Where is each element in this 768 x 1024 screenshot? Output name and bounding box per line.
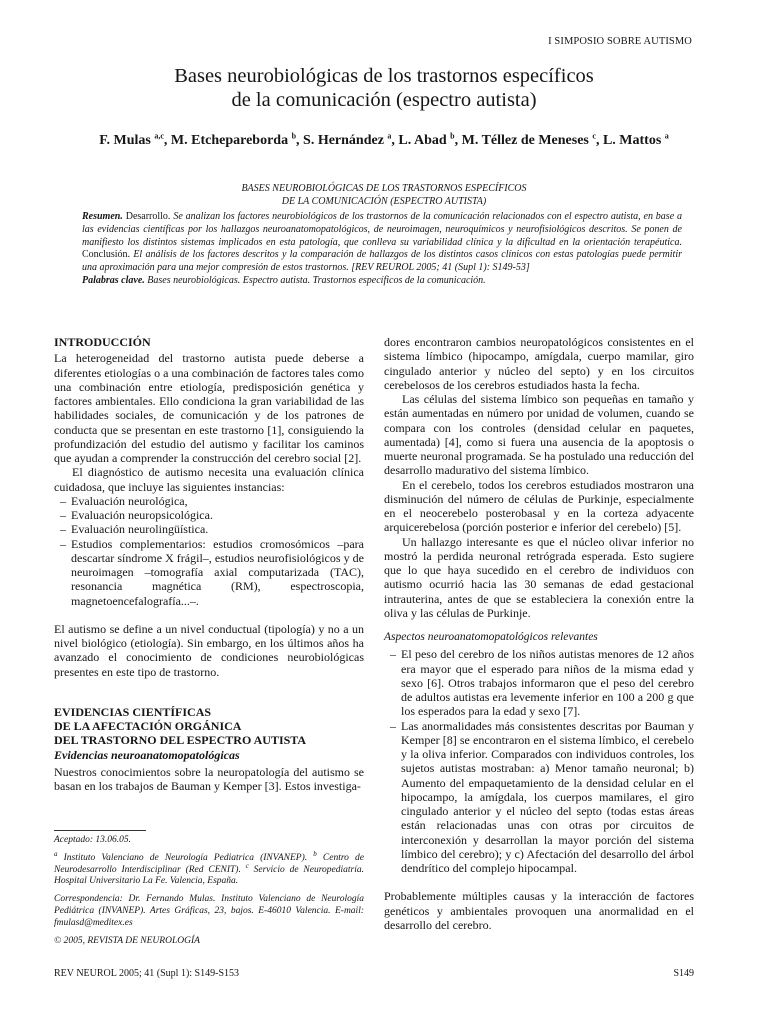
aff-mark-a: a bbox=[54, 849, 58, 858]
evidence-heading-line-1: EVIDENCIAS CIENTÍFICAS bbox=[54, 704, 212, 719]
desarrollo-text: Se analizan los factores neurobiológicos de los trastornos de la comunicación relacionados con el espectro autista, en base a las evidencias científicas por los hallazgos neuroanatomopatológicos, de neuroimagen, neuroquímicos y neurofisiológicos descritos. Se ponen de manifiesto los distintos sistemas implicados en esta patología, que conlleva su variabilidad clínica y la dificultad en la orientación terapéutica. bbox=[82, 211, 683, 248]
list-item: – Las anormalidades más consistentes descritas por Bauman y Kemper [8] se encontraron en el sistema límbico, el cerebelo y la oliva inferior. Comparados con individuos controles, los sujetos autistas mostraban: a) Menor tamaño neuronal; b) Aumento del empaquetamiento de la densidad celular en el hipocampo, la amígdala, los cuerpos mamilares, el giro cingulado anterior y el núcleo del septo (todas estas áreas están relacionadas unas con otras por circuitos de interconexión y desarrollan la mayor porción del sistema límbico del cerebro); y c) Afectación del desarrollo del árbol dendrítico del complejo hipocampal. bbox=[384, 719, 694, 876]
footnote-divider bbox=[54, 830, 146, 831]
right-column bbox=[384, 335, 694, 932]
author-affiliation-mark: a,c bbox=[154, 131, 164, 141]
correspondence: Correspondencia: Dr. Fernando Mulas. Instituto Valenciano de Neurología Pediátrica (INVANEP). Artes Gráficas, 23, bajos. E-46010 Valencia. E-mail: fmulasd@meditex.es bbox=[54, 894, 364, 928]
right-paragraph-4: Un hallazgo interesante es que el núcleo olivar inferior no mostró la perdida neuronal retrógrada esperada. Esto sugiere que lo que haya sucedido en el cerebro de individuos con autismo ocurrió hacia las 30 semanas de edad gestacional intrauterina, antes de que se estableciera la conexión entre la oliva y las células de Purkinje. bbox=[384, 534, 694, 620]
author-affiliation-mark: b bbox=[450, 131, 455, 141]
aspects-list bbox=[384, 647, 694, 875]
accepted-date: Aceptado: 13.06.05. bbox=[54, 835, 132, 845]
list-item: – Evaluación neuropsicológica. bbox=[54, 508, 364, 522]
author-affiliation-mark: a bbox=[664, 131, 669, 141]
list-item: – Estudios complementarios: estudios cromosómicos –para descartar síndrome X frágil–, estudios neurofisiológicos y de neuroimagen –tomografía axial computarizada (TAC), resonancia magnética (RM), espectroscopia, magnetoencefalografía...–. bbox=[54, 537, 364, 608]
affiliation-b: Centro de Neurodesarrollo Interdisciplinar (Red CENIT). bbox=[54, 852, 365, 875]
english-title-line-1: BASES NEUROBIOLÓGICAS DE LOS TRASTORNOS ESPECÍFICOS bbox=[241, 183, 527, 194]
left-column bbox=[54, 335, 364, 793]
evaluation-list bbox=[54, 494, 364, 608]
keywords-text: Bases neurobiológicas. Espectro autista. Trastornos específicos de la comunicación. bbox=[147, 274, 486, 286]
right-paragraph-3: En el cerebelo, todos los cerebros estudiados mostraron una disminución del número de células de Purkinje, especialmente en el neocerebelo posterobasal y en la corteza adyacente arquicerebelosa (porción posterior e inferior del cerebelo) [5]. bbox=[384, 477, 694, 535]
footer-citation: REV NEUROL 2005; 41 (Supl 1): S149-S153 bbox=[54, 968, 240, 979]
aspects-subheading: Aspectos neuroanatomopatológicos relevantes bbox=[384, 631, 598, 643]
evidence-heading-line-2: DE LA AFECTACIÓN ORGÁNICA bbox=[54, 719, 242, 733]
intro-heading: INTRODUCCIÓN bbox=[54, 335, 151, 349]
right-paragraph-5: Probablemente múltiples causas y la interacción de factores genéticos y ambientales provoquen una anormalidad en el desarrollo del cerebro. bbox=[384, 889, 694, 932]
author-name: F. Mulas bbox=[99, 133, 155, 148]
abstract-label: Resumen. bbox=[82, 211, 123, 222]
copyright: © 2005, REVISTA DE NEUROLOGÍA bbox=[54, 935, 200, 946]
list-item: – Evaluación neurolingüística. bbox=[54, 522, 364, 536]
affiliation-c: Servicio de Neuropediatría. Hospital Universitario La Fe. Valencia, España. bbox=[54, 864, 364, 887]
author-name: M. Etchepareborda bbox=[170, 133, 292, 148]
conclusion-text: El análisis de los factores descritos y la comparación de hallazgos de los distintos casos clínicos con estas patologías puede permitir una aproximación para una mejor compresión de estos trastornos. [REV REUROL 2005; 41 (Supl 1): S149-53] bbox=[82, 249, 683, 274]
evidence-subheading: Evidencias neuroanatomopatológicas bbox=[54, 747, 240, 762]
list-item: – Evaluación neurológica, bbox=[54, 494, 364, 508]
evidence-paragraph-1: Nuestros conocimientos sobre la neuropatología del autismo se basan en los trabajos de Bauman y Kemper [3]. Estos investiga- bbox=[54, 764, 364, 793]
intro-paragraph-1: La heterogeneidad del trastorno autista puede deberse a diferentes etiologías o a una combinación de factores tales como una combinación entre etiología, predisposición genética y factores ambientales. Ello condiciona la gran variabilidad de las habilidades sociales, de comunicación y de los patrones de conducta que se presentan en este trastorno [1], consiguiendo la profundización del estudio del autismo y facilitar los caminos que ayudan a comprender la construcción del cerebro social [2]. bbox=[54, 351, 364, 465]
intro-paragraph-2: El diagnóstico de autismo necesita una evaluación clínica cuidadosa, que incluye las siguientes instancias: bbox=[54, 465, 364, 494]
desarrollo-label: Desarrollo. bbox=[125, 211, 171, 222]
author-name: M. Téllez de Meneses bbox=[461, 133, 593, 148]
aff-mark-c: c bbox=[245, 861, 249, 870]
keywords-label: Palabras clave. bbox=[82, 274, 145, 286]
title-line-1: Bases neurobiológicas de los trastornos específicos bbox=[174, 65, 594, 87]
affiliation-a: Instituto Valenciano de Neurología Pediatrica (INVANEP). bbox=[63, 852, 308, 863]
author-name: S. Hernández bbox=[303, 133, 388, 148]
right-paragraph-1: dores encontraron cambios neuropatológicos consistentes en el sistema límbico (hipocampo, amígdala, cuerpo mamilar, giro cingulado anterior y núcleo del septo) y en los circuitos cerebelosos de los cerebros estudiados hasta la fecha. bbox=[384, 335, 694, 392]
list-item: – El peso del cerebro de los niños autistas menores de 12 años era mayor que el esperado para niños de la misma edad y sexo [6]. Otros trabajos informaron que el peso del cerebro de adultos autistas era levemente inferior en 100 a 200 g que los esperados para la edad y sexo [7]. bbox=[384, 647, 694, 718]
conclusion-label: Conclusión. bbox=[82, 249, 131, 261]
page-number: S149 bbox=[673, 968, 694, 979]
author-affiliation-mark: b bbox=[291, 131, 297, 141]
author-list: F. Mulas $^{a,c}$, M. Etchepareborda $^b$, S. Hernández $^a$, L. Abad $^b$, M. Téllez de Meneses $^c$, L. Mattos $^a$ bbox=[99, 131, 669, 148]
affiliations bbox=[54, 849, 365, 888]
running-head: I SIMPOSIO SOBRE AUTISMO bbox=[548, 36, 692, 47]
english-title bbox=[0, 182, 768, 208]
intro-paragraph-3: El autismo se define a un nivel conductual (tipología) y no a un nivel biológico (etiología). Sin embargo, en los últimos años ha avanzado el conocimiento de condiciones neurobiológicas presentes en este tipo de trastorno. bbox=[54, 621, 364, 679]
footnotes bbox=[54, 830, 364, 947]
title-line-2: de la comunicación (espectro autista) bbox=[231, 89, 537, 111]
author-affiliation-mark: c bbox=[592, 131, 596, 141]
author-name: L. Abad bbox=[398, 133, 451, 148]
abstract bbox=[82, 211, 682, 288]
aff-mark-b: b bbox=[313, 849, 317, 858]
author-affiliation-mark: a bbox=[387, 131, 392, 141]
evidence-heading bbox=[54, 705, 364, 748]
author-name: L. Mattos bbox=[602, 133, 665, 148]
evidence-heading-line-3: DEL TRASTORNO DEL ESPECTRO AUTISTA bbox=[54, 733, 307, 748]
right-paragraph-2: Las células del sistema límbico son pequeñas en tamaño y están aumentadas en número por unidad de volumen, cuando se compara con los controles (densidad celular en paquetes, aumentada) [4], como si fuera una ausencia de la apoptosis o muerte neuronal programada. Se ha postulado una reducción del desarrollo madurativo del sistema límbico. bbox=[384, 392, 694, 478]
article-title bbox=[0, 64, 768, 112]
english-title-line-2: DE LA COMUNICACIÓN (ESPECTRO AUTISTA) bbox=[281, 196, 487, 207]
